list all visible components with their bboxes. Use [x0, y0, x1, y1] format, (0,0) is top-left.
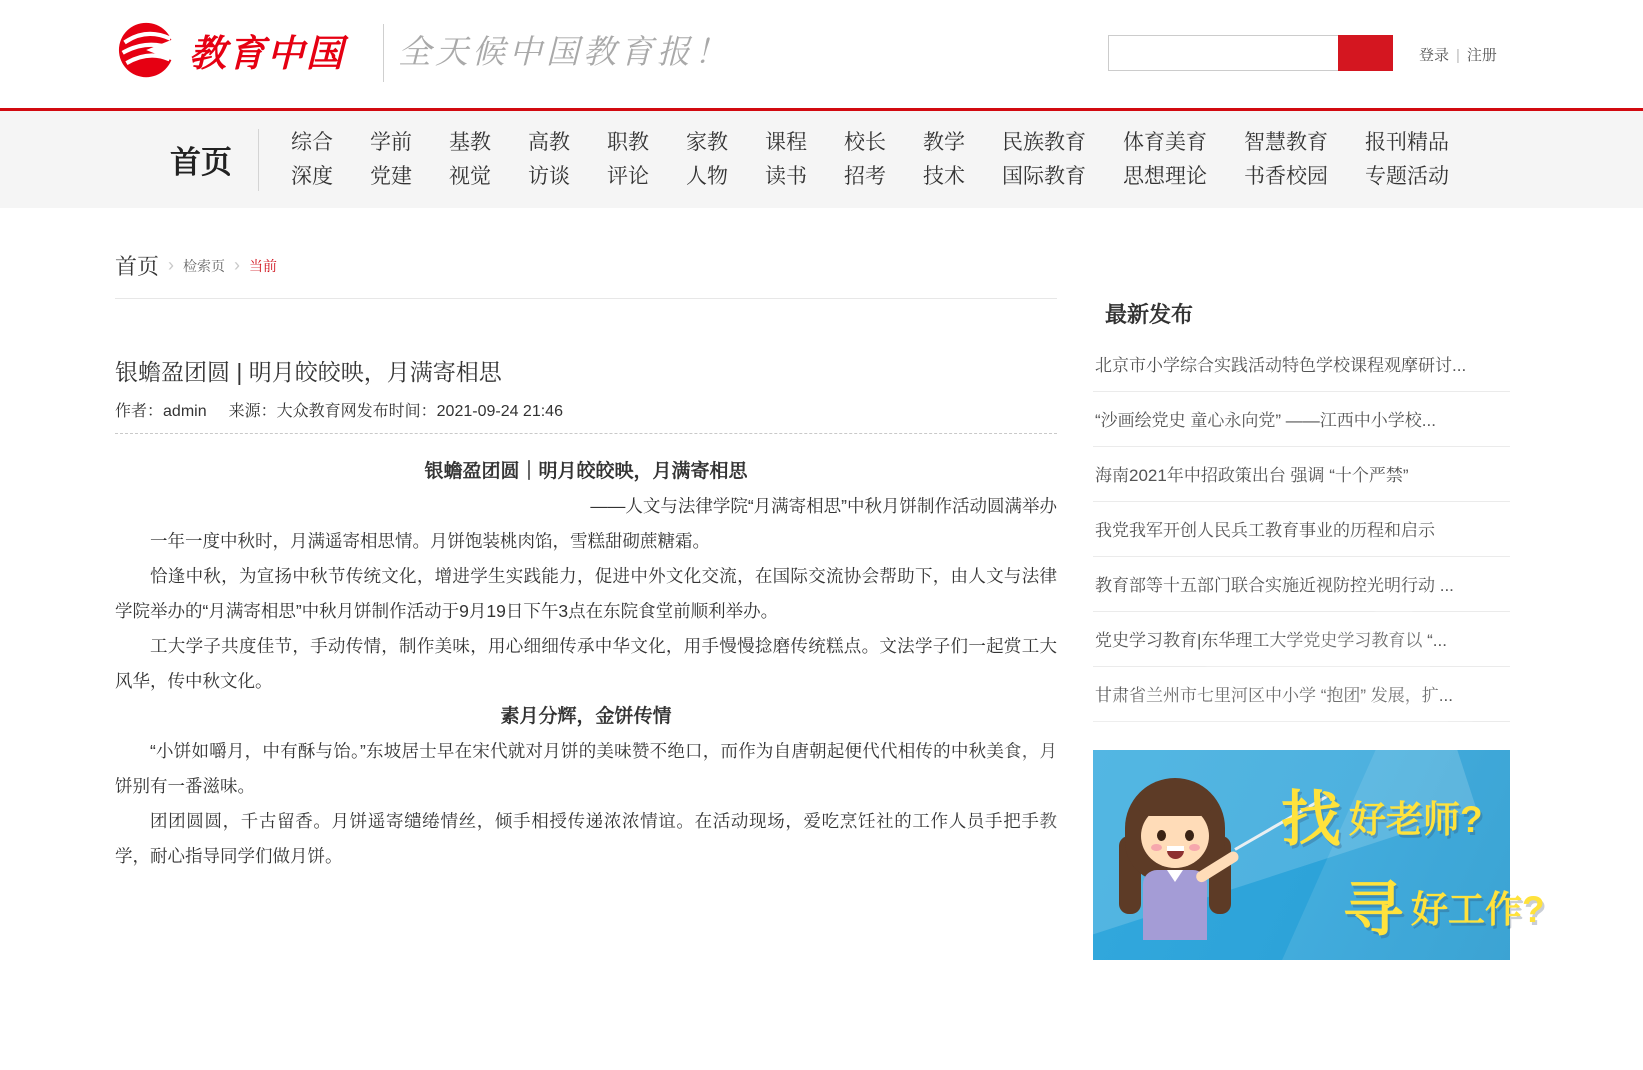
- auth-links: [1419, 44, 1497, 65]
- main-content: [0, 208, 1643, 960]
- ad-banner[interactable]: [1093, 750, 1545, 960]
- nav-item-shijue[interactable]: 视觉: [449, 164, 491, 188]
- list-item[interactable]: 甘肃省兰州市七里河区中小学 “抱团” 发展，扩...: [1093, 667, 1510, 722]
- article-paragraph: 一年一度中秋时，月满遥寄相思情。月饼饱装桃肉馅，雪糕甜砌蔗糖霜。: [150, 531, 710, 551]
- pubtime-value: 2021-09-24 21:46: [436, 403, 563, 420]
- source-label: 来源：: [228, 403, 277, 420]
- nav-item-shendu[interactable]: 深度: [291, 164, 333, 188]
- body-heading: 银蟾盈团圆｜明月皎皎映，月满寄相思: [424, 461, 748, 482]
- search-input[interactable]: [1108, 35, 1338, 71]
- ad-seek-rest: 好工作?: [1411, 889, 1545, 930]
- breadcrumb-current: 当前: [249, 257, 278, 274]
- article-paragraph: “小饼如嚼月，中有酥与饴。”东坡居士早在宋代就对月饼的美味赞不绝口，而作为自唐朝起便代代相传的中秋美食，月饼别有一番滋味。: [115, 741, 1057, 796]
- article-paragraph: 工大学子共度佳节，手动传情，制作美味，用心细细传承中华文化，用手慢慢捻磨传统糕点。文法学子们一起赏工大风华，传中秋文化。: [115, 636, 1057, 691]
- nav-item-renwu[interactable]: 人物: [686, 164, 728, 188]
- source-value: 大众教育网: [276, 403, 357, 420]
- pubtime-label: 发布时间：: [356, 403, 437, 420]
- nav-divider: [258, 129, 259, 191]
- site-tagline: 全天候中国教育报！: [398, 32, 731, 71]
- ad-find-rest: 好老师?: [1349, 799, 1483, 840]
- breadcrumb-separator-icon: ›: [168, 255, 175, 275]
- body-subtitle: ——人文与法律学院“月满寄相思”中秋月饼制作活动圆满举办: [590, 496, 1057, 516]
- nav-item-zhihuijiaoyu[interactable]: 智慧教育: [1244, 130, 1328, 154]
- nav-item-zhuantihuodong[interactable]: 专题活动: [1365, 164, 1449, 188]
- nav-item-minzujiaoyu[interactable]: 民族教育: [1002, 130, 1086, 154]
- breadcrumb-home[interactable]: 首页: [115, 254, 160, 279]
- main-nav: [0, 108, 1643, 208]
- breadcrumb-divider: [115, 298, 1057, 299]
- article-meta: [115, 398, 1057, 421]
- nav-item-baokanjingpin[interactable]: 报刊精品: [1365, 130, 1449, 154]
- logo-divider: [383, 24, 384, 82]
- site-header: [0, 0, 1643, 108]
- nav-item-zhaokao[interactable]: 招考: [844, 164, 886, 188]
- article-paragraph: 恰逢中秋，为宣扬中秋节传统文化，增进学生实践能力，促进中外文化交流，在国际交流协会帮助下，由人文与法律学院举办的“月满寄相思”中秋月饼制作活动于9月19日下午3点在东院食堂前顺利举办。: [115, 566, 1057, 621]
- ad-text: [1281, 772, 1545, 948]
- list-item[interactable]: “沙画绘党史 童心永向党” ——江西中小学校...: [1093, 392, 1510, 447]
- search-button[interactable]: [1338, 35, 1393, 71]
- nav-item-pinglun[interactable]: 评论: [607, 164, 649, 188]
- nav-item-jishu[interactable]: 技术: [923, 164, 965, 188]
- auth-divider: |: [1456, 47, 1460, 64]
- ad-seek-label: 寻: [1343, 876, 1403, 943]
- nav-item-gaojiao[interactable]: 高教: [528, 130, 570, 154]
- list-item[interactable]: 党史学习教育|东华理工大学党史学习教育以 “...: [1093, 612, 1510, 667]
- article-title: 银蟾盈团圆 | 明月皎皎映，月满寄相思: [115, 359, 502, 385]
- nav-item-jiajiao[interactable]: 家教: [686, 130, 728, 154]
- nav-item-dushu[interactable]: 读书: [765, 164, 807, 188]
- nav-item-guojijiaoyu[interactable]: 国际教育: [1002, 164, 1086, 188]
- breadcrumb-search-page[interactable]: 检索页: [183, 257, 226, 274]
- teacher-illustration: [1111, 778, 1251, 968]
- list-item[interactable]: 我党我军开创人民兵工教育事业的历程和启示: [1093, 502, 1510, 557]
- section-heading: 素月分辉，金饼传情: [500, 706, 672, 727]
- logo-text: 教育中国: [189, 31, 345, 75]
- nav-columns: [291, 126, 1449, 194]
- register-link[interactable]: 注册: [1466, 47, 1497, 64]
- sidebar: [1093, 208, 1545, 960]
- nav-item-kecheng[interactable]: 课程: [765, 130, 807, 154]
- ad-find-label: 找: [1281, 786, 1341, 853]
- ad-line-1: [1281, 772, 1545, 858]
- nav-item-dangjian[interactable]: 党建: [370, 164, 412, 188]
- nav-item-tiyumeiyu[interactable]: 体育美育: [1123, 130, 1207, 154]
- list-item[interactable]: 海南2021年中招政策出台 强调 “十个严禁”: [1093, 447, 1510, 502]
- nav-item-shuxiangxiaoyuan[interactable]: 书香校园: [1244, 164, 1328, 188]
- login-link[interactable]: 登录: [1419, 47, 1450, 64]
- meta-divider: [115, 433, 1057, 434]
- breadcrumb: [115, 250, 1057, 281]
- logo-swoosh-icon: [115, 20, 181, 80]
- search-area: [1108, 35, 1393, 71]
- article-body: [115, 454, 1057, 874]
- author-value: admin: [163, 403, 207, 420]
- author-label: 作者：: [115, 403, 164, 420]
- nav-item-xiaozhang[interactable]: 校长: [844, 130, 886, 154]
- site-logo[interactable]: [115, 20, 345, 80]
- nav-item-xueqian[interactable]: 学前: [370, 130, 412, 154]
- article-column: [115, 208, 1057, 960]
- nav-item-zonghe[interactable]: 综合: [291, 130, 333, 154]
- nav-item-jijiao[interactable]: 基教: [449, 130, 491, 154]
- nav-item-fangtan[interactable]: 访谈: [528, 164, 570, 188]
- nav-item-zhijiao[interactable]: 职教: [607, 130, 649, 154]
- nav-item-jiaoxue[interactable]: 教学: [923, 130, 965, 154]
- latest-heading: 最新发布: [1105, 302, 1194, 327]
- list-item[interactable]: 北京市小学综合实践活动特色学校课程观摩研讨...: [1093, 337, 1510, 392]
- list-item[interactable]: 教育部等十五部门联合实施近视防控光明行动 ...: [1093, 557, 1510, 612]
- nav-home[interactable]: 首页: [170, 145, 232, 180]
- article-paragraph: 团团圆圆，千古留香。月饼遥寄缱绻情丝，倾手相授传递浓浓情谊。在活动现场，爱吃烹饪社的工作人员手把手教学，耐心指导同学们做月饼。: [115, 811, 1057, 866]
- ad-line-2: [1343, 862, 1545, 948]
- nav-item-sixianglilun[interactable]: 思想理论: [1123, 164, 1207, 188]
- breadcrumb-separator-icon: ›: [234, 255, 241, 275]
